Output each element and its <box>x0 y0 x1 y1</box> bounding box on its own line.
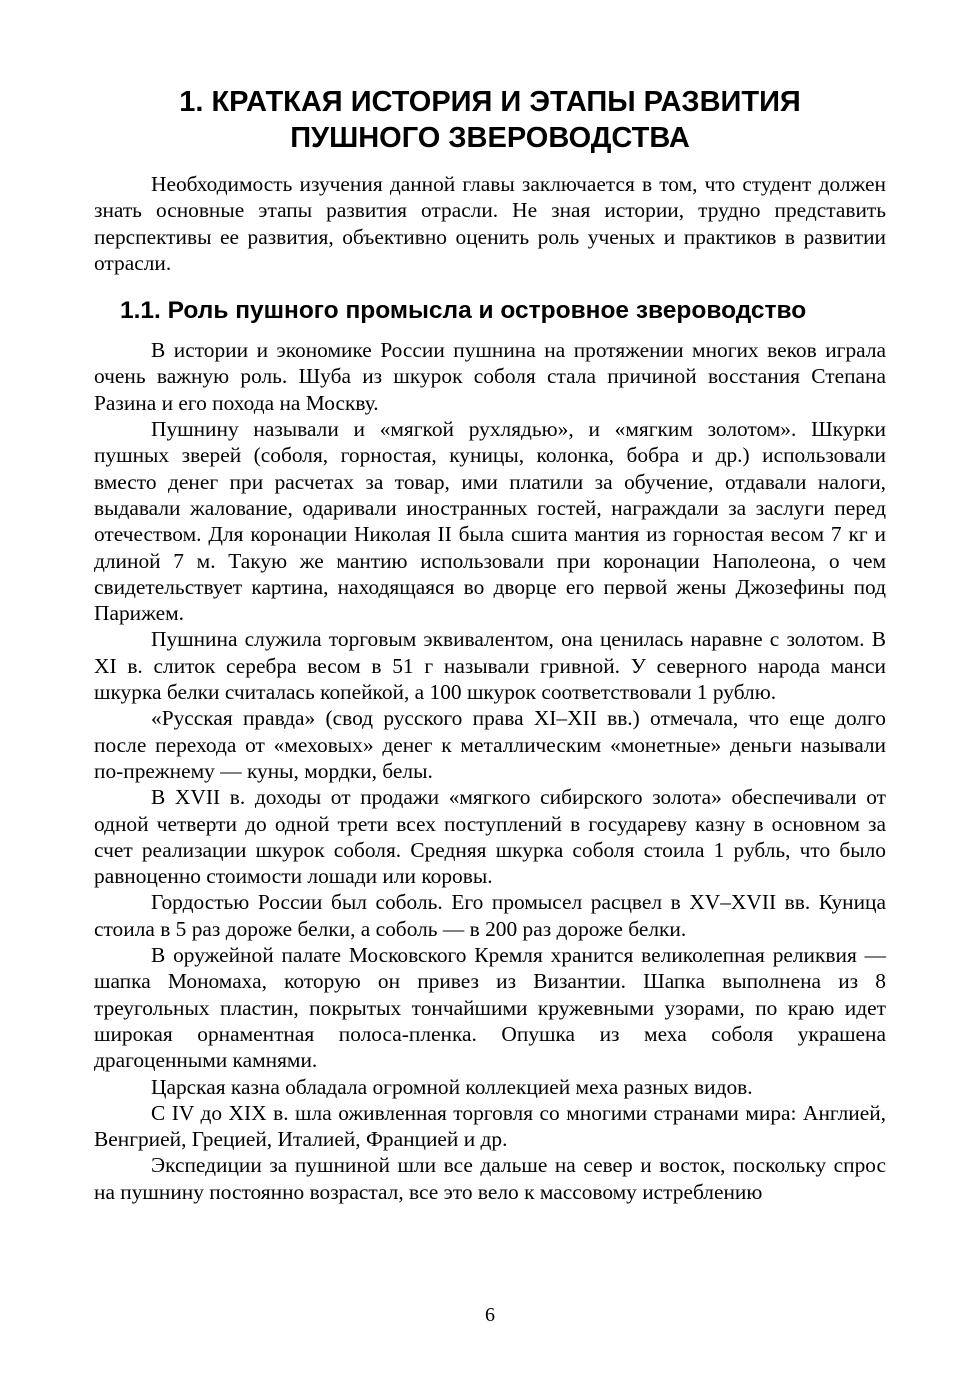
body-paragraph: С IV до XIX в. шла оживленная торговля со многими странами мира: Англией, Венгрией, Грецией, Италией, Францией и др. <box>94 1100 886 1152</box>
body-paragraph: В XVII в. доходы от продажи «мягкого сибирского золота» обеспечивали от одной четверти до одной трети всех поступлений в государеву казну в основном за счет реализации шкурок соболя. Средняя шкурка соболя стоила 1 рубль, что было равноценно стоимости лошади или коровы. <box>94 785 886 889</box>
section-title: 1.1. Роль пушного промысла и островное звероводство <box>120 297 807 325</box>
chapter-title <box>94 84 886 156</box>
page-number: 6 <box>485 1304 495 1326</box>
body-paragraph: Экспедиции за пушниной шли все дальше на север и восток, поскольку спрос на пушнину постоянно возрастал, все это вело к массовому истреблению <box>94 1153 886 1204</box>
chapter-title-line-1: 1. КРАТКАЯ ИСТОРИЯ И ЭТАПЫ РАЗВИТИЯ <box>179 86 801 118</box>
body-paragraph: В истории и экономике России пушнина на протяжении многих веков играла очень важную роль. Шуба из шкурок соболя стала причиной восстания Степана Разина и его похода на Москву. <box>94 338 886 415</box>
body-paragraph: Пушнину называли и «мягкой рухлядью», и «мягким золотом». Шкурки пушных зверей (соболя, горностая, куницы, колонка, бобра и др.) использовали вместо денег при расчетах за товар, ими платили за обучение, отдавали налоги, выдавали жалование, одаривали иностранных гостей, награждали за заслуги перед отечеством. Для коронации Николая II была сшита мантия из горностая весом 7 кг и длиной 7 м. Такую же мантию использовали при коронации Наполеона, о чем свидетельствует картина, находящаяся во дворце его первой жены Джозефины под Парижем. <box>94 417 886 626</box>
body-paragraph: В оружейной палате Московского Кремля хранится великолепная реликвия — шапка Мономаха, которую он привез из Византии. Шапка выполнена из 8 треугольных пластин, покрытых тончайшими кружевными узорами, по краю идет широкая орнаментная полоса-пленка. Опушка из меха соболя украшена драгоценными камнями. <box>94 943 886 1073</box>
body-paragraph: Царская казна обладала огромной коллекцией меха разных видов. <box>151 1074 753 1099</box>
chapter-intro-paragraph: Необходимость изучения данной главы заключается в том, что студент должен знать основные этапы развития отрасли. Не зная истории, трудно представить перспективы ее развития, объективно оценить роль ученых и практиков в развитии отрасли. <box>94 172 886 275</box>
body-paragraph: Гордостью России был соболь. Его промысел расцвел в XV–XVII вв. Куница стоила в 5 раз дороже белки, а соболь — в 200 раз дороже белки. <box>94 890 886 941</box>
chapter-title-line-2: ПУШНОГО ЗВЕРОВОДСТВА <box>290 122 690 154</box>
body-paragraph: «Русская правда» (свод русского права XI–XII вв.) отмечала, что еще долго после перехода от «меховых» денег к металлическим «монетные» деньги называли по-прежнему — куны, мордки, белы. <box>94 706 886 783</box>
body-paragraph: Пушнина служила торговым эквивалентом, она ценилась наравне с золотом. В XI в. слиток серебра весом в 51 г называли гривной. У северного народа манси шкурка белки считалась копейкой, а 100 шкурок соответствовали 1 рублю. <box>94 627 886 705</box>
document-page <box>94 84 886 1205</box>
